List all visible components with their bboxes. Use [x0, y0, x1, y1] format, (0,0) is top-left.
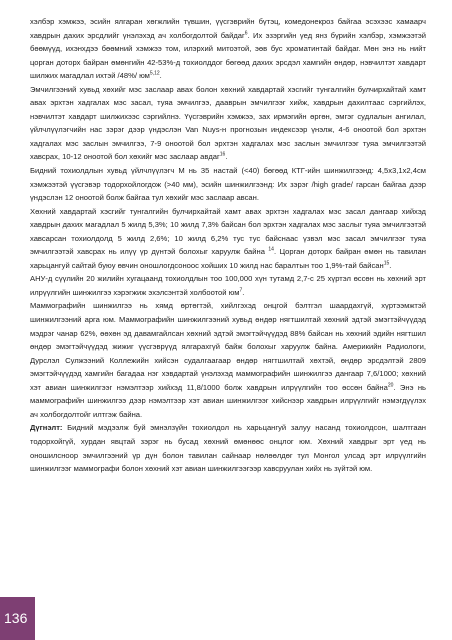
- text-run: .: [159, 71, 162, 81]
- paragraph: [30, 421, 426, 475]
- citation-ref: 20: [387, 382, 394, 389]
- text-run: хэлбэр хэмжээ, эсийн ялгаран хөгжлийн түвшин, үүсгэврийн бүтэц, комедонекроз байгаа эсэхээс хамаарч хавдрын дахих эрсдлийг үнэлэхэд ач холбогдолтой байдаг: [30, 17, 426, 40]
- paragraph: [30, 272, 426, 299]
- text-run: .: [225, 152, 228, 162]
- text-run: Эмчилгээний хувьд хөхийг мэс заслаар авах болон хөхний хавдартай хэсгийг тунгалгийн булчирхайтай хамт авах эрхтэн хадгалах мэс засал, туяа эмчилгээ, дааврын эмчилгээг хийж, хавдрын дахилтаас сэргийлэх, нэвчилтэт хавдарт шилжихээс сэргийлнэ. Үүсгэврийн хэмжээ, зах ирмэгийн өргөн, эмгэг судлалын ангилал, үйлчлүүлэгчийн нас зэрэг дээр үндэслэн Van Nuys-н прогнозын индексээр үнэлж, 4-6 оноотой бол эрхтэн хадгалах мэс заслын эмчилгээ, 7-9 оноотой бол эрхтэн хадгалах мэс заслын эмчилгээг туяа эмчилгээтэй хавсрах, 10-12 оноотой бол хөхийг мэс заслаар авдаг: [30, 84, 426, 162]
- text-run: . Их эзэргийн үед янз бүрийн хэлбэр, хэмжээтэй бөөмүүд, ихэнхдээ бөөмний хэмжээ том, илэрхий митоэтой, эөв бус хроматинтай байдаг. Мөн энэ нь нийт цорган доторх байран өмөнгийн 42-53%-д тохиолддог бөгөөд дахих эрсдэл хамгийн өндөр, нэвчилтэт хавдарт шилжих магадлал ихтэй /48%/ юм: [30, 30, 426, 81]
- text-run: . Энэ нь маммографийн шинжилгээ дээр нэмэлтээр хэт авиан шинжилгээг хийснээр хавдрын илрүүлгийг нэмэгдүүлэх ач холбогдолтойг илтгэж байна.: [30, 382, 427, 419]
- text-run: Бидний мэдээлж буй эмнэлзүйн тохиолдол нь харьцангуй залуу насанд тохиолдсон, шалтгаан тодорхойгүй, хурдан явцтай зэрэг нь бусад хөхний өмөнөөс онцлог юм. Хөхний хавдрыг эрт үед нь оношилсноор эмчилгээний үр дүн болон тавилан сайнаар нөлөөлдөг тул Монгол улсад эрт илрүүлгийн шинжилгээг маммографи болон хөхний хэт авиан шинжилгээгээр хавсруулан хийх нь зүйтэй юм.: [30, 423, 426, 474]
- paragraph-lead: Дүгнэлт:: [30, 423, 63, 433]
- paragraph: [30, 299, 426, 421]
- citation-ref: 5,12: [149, 70, 160, 77]
- paragraph: [30, 15, 426, 83]
- text-run: Маммографийн шинжилгээ нь хямд өртөгтэй, хийлгэхэд онцгой бэлтгэл шаардахгүй, хүртээмжтэй шинжилгээний арга юм. Маммографийн шинжилгээний хувьд өндөр нягтшилтай хөхний эдтэй эмэгтэйчүүдэд мэдрэг чанар 62%, өөхөн эд давамгайлсан хөхний эдтэй эмэгтэйчүүдэд 88% байсан нь хөхний эдийн нягтшил өндөр эмэгтэйчүүдэд жижиг үүсгэврүүд ялгарахгүй байж болохыг харуулж байна. Америкийн Радиологи, Дурслэл Сулжээний Коллежийн хийсэн судалгаагаар өндөр нягтшилтай хөхтэй, өндөр эрсдэлтэй 2809 эмэгтэйчүүдэд хамгийн багадаа нэг хэвдартай үнэлэхэд маммографийн шинжилгээ дангаар 7,6/1000; хөхний хэт авиан шинжилгээг нэмэлтээр хийхэд 11,8/1000 болж хавдрын илрүүлгийн тоо өссөн байна: [30, 301, 426, 392]
- paragraph: [30, 83, 426, 164]
- text-run: .: [389, 260, 392, 270]
- body-text: [30, 15, 426, 476]
- text-run: .: [242, 287, 245, 297]
- citation-ref: 14: [268, 246, 274, 253]
- citation-ref: 15: [383, 260, 390, 267]
- citation-ref: 6: [244, 30, 248, 37]
- text-run: Хөхний хавдартай хэсгийг тунгалгийн булчирхайтай хамт авах эрхтэн хадгалах мэс засал дангаар хийхэд хавдрын дахих магадлал 5 жилд 5,3%; 10 жилд 7,3% байсан бол эрхтэн хадгалах мэс заслыг туяа эмчилгээтэй хавсарсан тохиолдолд 5 жилд 2,6%; 10 жилд 6,2% тус тус байснаас үзвэл мэс засал эмчилгээг туяа эмчилгээтэй хавсрах нь илүү үр дүнтэй болохыг харуулж байна: [30, 206, 426, 257]
- paragraph: [30, 205, 426, 273]
- text-run: АНУ-д сүүлийн 20 жилийн хугацаанд тохиолдлын тоо 100,000 хүн тутамд 2,7-с 25 хүртэл өссөн нь хөхний эрт илрүүлгийн шинжилгээ хэрэгжиж эхэлсэнтэй холбоотой юм: [30, 274, 426, 297]
- text-run: . Цорган доторх байран өмөн нь тавилан харьцангуй сайтай буюу өвчин оношлогдсоноос хойших 10 жилд нас баралтын тоо 1,9%-тай байсан: [30, 247, 426, 270]
- page-number: 136: [4, 610, 28, 626]
- text-run: Бидний тохиолдлын хувьд үйлчлүүлэгч М нь 35 настай (<40) бөгөөд КТГ-ийн шинжилгээнд: 4,5х3,1х2,4см хэмжээтэй үүсгэвэр тодорхойлогдож (>40 мм), эсийн шинжилгээнд: Их зэрэг /high grade/ гарсан байгаа дээр үндэслэн 12 оноотой болж байгаа тул хөхийг мэс заслаар авсан.: [30, 166, 426, 203]
- citation-ref: 7: [239, 287, 243, 294]
- paragraph: [30, 164, 426, 205]
- citation-ref: 16: [219, 151, 226, 158]
